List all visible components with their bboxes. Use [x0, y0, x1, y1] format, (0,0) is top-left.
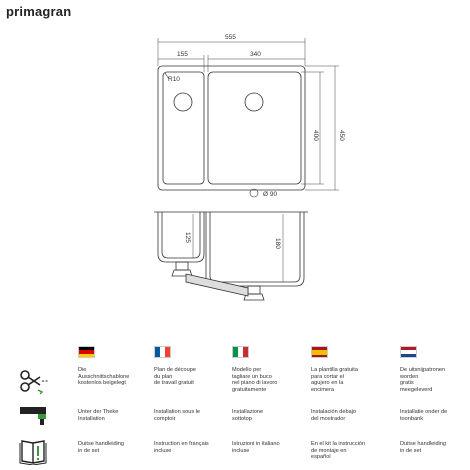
dim-depth-left: 125: [184, 232, 191, 243]
right-bowl: [208, 72, 301, 184]
top-view: [158, 66, 305, 190]
dim-inner-height: 400: [312, 130, 319, 141]
flags-row: [0, 338, 470, 360]
template-text-de: Die Ausschnittschablone kostenlos beigelegt: [78, 367, 130, 387]
overflow-connector-pipe: [186, 274, 248, 296]
flag-nl-icon: [400, 346, 417, 358]
dim-drain: Ø 90: [263, 191, 278, 198]
install-text-fr: Installation sous le comptoir: [154, 409, 201, 422]
manual-text-nl: Duitse handleiding in de set: [400, 441, 447, 454]
flag-de-icon: [78, 346, 95, 358]
manual-text-it: Istruzioni in italiano incluse: [232, 441, 280, 454]
install-text-es: Instalación debajo del mostrador: [311, 409, 357, 422]
left-drain: [174, 93, 192, 111]
feature-row-install: [0, 403, 470, 433]
install-text-nl: Installatie onder de toonbank: [400, 409, 448, 422]
dim-total-width: 555: [225, 34, 236, 41]
flag-it-icon: [232, 346, 249, 358]
right-drain-pipe: [248, 286, 260, 294]
feature-row-template: [0, 363, 470, 403]
brand-name: primagran: [6, 4, 72, 19]
manual-icon: [18, 437, 50, 465]
left-drain-pipe: [176, 262, 188, 270]
width-dimensions: [158, 38, 339, 190]
dim-radius: R10: [168, 76, 180, 83]
dim-total-height: 450: [338, 130, 345, 141]
left-bowl: [163, 72, 204, 184]
template-text-fr: Plan de découpe du plan de travail gratuit: [154, 367, 196, 387]
install-text-it: Installazione sottotop: [232, 409, 264, 422]
flag-es-icon: [311, 346, 328, 358]
section-view: [154, 212, 308, 300]
undermount-install-icon: [18, 403, 50, 431]
right-drain: [245, 93, 263, 111]
depth-dimensions: [193, 214, 283, 282]
manual-text-de: Duitse handleiding in de set: [78, 441, 125, 454]
template-text-it: Modello per tagliare un buco nel piano di lavoro gratuitamente: [232, 367, 278, 393]
sink-outline: [158, 66, 305, 190]
install-text-de: Unter der Theke Installation: [78, 409, 119, 422]
dim-left-width: 155: [177, 51, 188, 58]
template-text-nl: De uitsnijpatronen worden gratis meegeleverd: [400, 367, 446, 393]
dim-depth-right: 180: [274, 238, 281, 249]
dim-right-width: 340: [250, 51, 261, 58]
flag-fr-icon: [154, 346, 171, 358]
feature-row-manual: [0, 435, 470, 470]
template-text-es: La plantilla gratuita para cortar el agujero en la encimera: [311, 367, 358, 393]
manual-text-es: En el kit la instrucción de montaje en español: [311, 441, 366, 461]
manual-text-fr: Instruction en français incluse: [154, 441, 209, 454]
scissors-icon: [18, 367, 50, 395]
